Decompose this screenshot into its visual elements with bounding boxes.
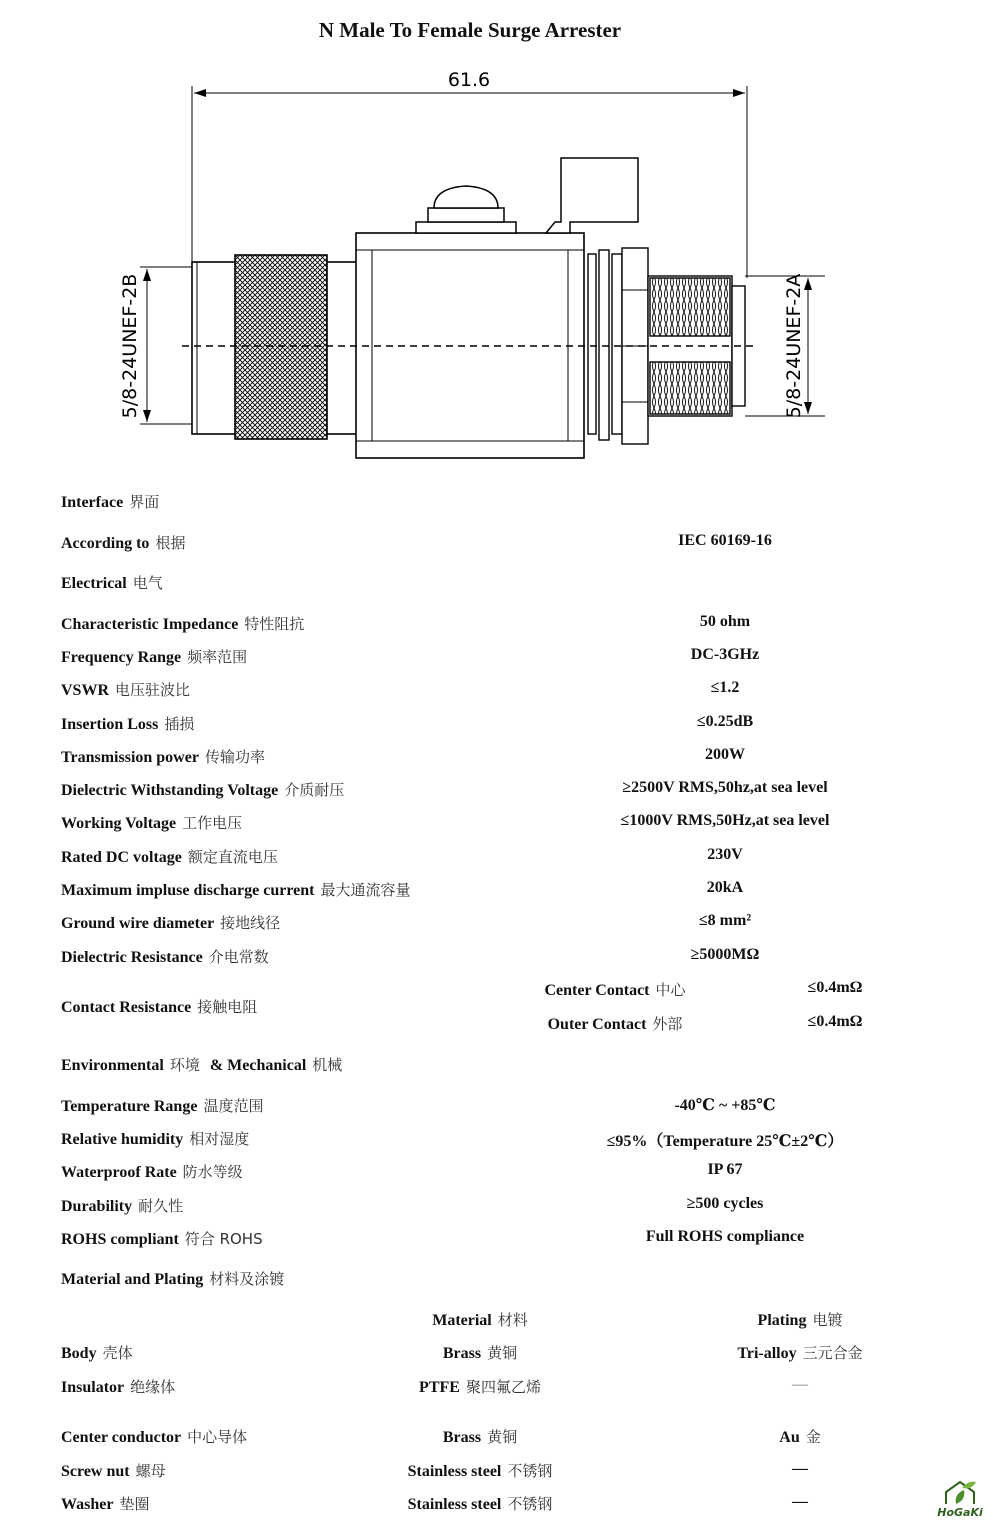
spec-label-cn: 电压驻波比 [115, 681, 191, 699]
section-environmental [0, 1054, 1000, 1084]
spec-label-cn: 特性阻抗 [244, 615, 305, 633]
section-mechanical-en: & Mechanical [209, 1057, 307, 1074]
ground-screw [416, 186, 516, 233]
material-row [0, 1460, 1000, 1490]
spec-row [0, 912, 1000, 942]
page-title: N Male To Female Surge Arrester [318, 18, 622, 42]
spec-row [0, 812, 1000, 842]
spec-label-en: Temperature Range [61, 1098, 198, 1115]
spec-value: ≤1000V RMS,50Hz,at sea level [620, 812, 830, 829]
spec-row [0, 746, 1000, 776]
spec-value: DC-3GHz [690, 646, 760, 663]
section-interface-cn: 界面 [129, 493, 160, 511]
section-environmental-en: Environmental [61, 1057, 164, 1074]
spec-value: 20kA [706, 879, 744, 896]
according-to-cn: 根据 [155, 534, 186, 552]
spec-value: 230V [707, 846, 743, 863]
spec-label-cn: 耐久性 [138, 1197, 184, 1215]
spec-label-cn: 最大通流容量 [320, 881, 411, 899]
according-to-row [0, 532, 1000, 562]
section-environmental-cn: 环境 [169, 1056, 200, 1074]
material-en: Stainless steel [407, 1463, 502, 1480]
spec-label-en: Frequency Range [61, 649, 182, 666]
material-en: Brass [442, 1429, 482, 1446]
material-cn: 不锈钢 [507, 1495, 553, 1513]
material-en: PTFE [419, 1379, 460, 1396]
outer-contact-en: Outer Contact [547, 1016, 647, 1033]
spec-value: ≥2500V RMS,50hz,at sea level [622, 779, 828, 796]
spec-label-cn: 接地线径 [220, 914, 281, 932]
spec-label-en: Insertion Loss [61, 716, 159, 733]
spec-label-en: Relative humidity [61, 1131, 184, 1148]
section-material-cn: 材料及涂镀 [209, 1270, 285, 1288]
spec-label-en: ROHS compliant [61, 1231, 179, 1248]
plating-header-en: Plating [757, 1312, 807, 1329]
part-label-en: Body [61, 1345, 97, 1362]
spec-label-en: VSWR [61, 682, 110, 699]
contact-resistance-cn: 接触电阻 [197, 998, 258, 1016]
spec-label-cn: 符合 ROHS [184, 1230, 263, 1248]
spec-row [0, 1228, 1000, 1258]
spec-row [0, 1095, 1000, 1125]
spec-label-en: Maximum impluse discharge current [61, 882, 315, 899]
part-label-cn: 壳体 [102, 1344, 133, 1362]
plating-header-cn: 电镀 [812, 1311, 843, 1329]
plating-en: Au [779, 1429, 800, 1446]
spec-label-cn: 介质耐压 [284, 781, 345, 799]
spec-row [0, 679, 1000, 709]
spec-row [0, 779, 1000, 809]
center-contact-en: Center Contact [544, 982, 650, 999]
n-male-end [192, 255, 357, 439]
connector-drawing [0, 60, 1000, 480]
section-electrical-cn: 电气 [132, 574, 163, 592]
plating-en: Tri-alloy [737, 1345, 797, 1362]
left-thread-label: 5/8-24UNEF-2B [119, 273, 141, 419]
plating-en: — [792, 1493, 808, 1510]
ground-lug [546, 158, 638, 233]
part-label-cn: 螺母 [135, 1462, 166, 1480]
spec-row [0, 713, 1000, 743]
spec-value: 200W [705, 746, 745, 763]
spec-value: ≤1.2 [710, 679, 740, 696]
right-thread-dimension [745, 274, 825, 419]
right-thread-label: 5/8-24UNEF-2A [783, 273, 805, 419]
part-label-cn: 绝缘体 [130, 1378, 176, 1396]
material-header-en: Material [432, 1312, 492, 1329]
material-row [0, 1342, 1000, 1372]
material-header-cn: 材料 [497, 1311, 528, 1329]
outer-contact-row [0, 1013, 1000, 1043]
spec-row [0, 1195, 1000, 1225]
spec-label-cn: 相对湿度 [189, 1130, 250, 1148]
spec-row [0, 613, 1000, 643]
spec-label-cn: 温度范围 [203, 1097, 264, 1115]
brand-logo [932, 1476, 988, 1522]
outer-contact-cn: 外部 [652, 1015, 683, 1033]
spec-label-cn: 额定直流电压 [187, 848, 278, 866]
material-cn: 黄铜 [487, 1428, 518, 1446]
part-label-en: Washer [61, 1496, 114, 1513]
spec-label-en: Waterproof Rate [61, 1164, 177, 1181]
section-material [0, 1268, 1000, 1298]
section-interface [0, 491, 1000, 521]
brand-logo-text: HoGaKi [937, 1506, 983, 1519]
spec-label-en: Durability [61, 1198, 133, 1215]
material-header-row [0, 1309, 1000, 1339]
spec-value: IP 67 [707, 1161, 743, 1178]
contact-resistance-en: Contact Resistance [61, 999, 192, 1016]
center-contact-value: ≤0.4mΩ [807, 979, 863, 996]
spec-row [0, 846, 1000, 876]
spec-row [0, 646, 1000, 676]
spec-label-en: Rated DC voltage [61, 849, 182, 866]
part-label-cn: 垫圈 [119, 1495, 150, 1513]
spec-row [0, 946, 1000, 976]
spec-label-cn: 工作电压 [182, 814, 243, 832]
according-to-value: IEC 60169-16 [678, 532, 772, 549]
left-thread-dimension [119, 267, 192, 424]
spec-label-en: Transmission power [61, 749, 199, 766]
spec-label-cn: 介电常数 [208, 948, 269, 966]
outer-contact-value: ≤0.4mΩ [807, 1013, 863, 1030]
center-contact-row [0, 979, 1000, 1009]
material-cn: 黄铜 [487, 1344, 518, 1362]
center-contact-cn: 中心 [655, 981, 686, 999]
material-row [0, 1426, 1000, 1456]
spec-row [0, 879, 1000, 909]
material-en: Stainless steel [407, 1496, 502, 1513]
material-row [0, 1376, 1000, 1406]
material-row [0, 1493, 1000, 1523]
spec-value: -40℃ ~ +85℃ [674, 1097, 776, 1114]
section-material-en: Material and Plating [61, 1271, 204, 1288]
spec-row [0, 1128, 1000, 1158]
spec-row [0, 1161, 1000, 1191]
section-electrical [0, 572, 1000, 602]
section-mechanical-cn: 机械 [312, 1056, 343, 1074]
spec-label-en: Ground wire diameter [61, 915, 215, 932]
plating-cn: 金 [805, 1428, 821, 1446]
spec-value: Full ROHS compliance [645, 1228, 805, 1245]
material-en: Brass [442, 1345, 482, 1362]
spec-label-cn: 防水等级 [182, 1163, 243, 1181]
part-label-en: Insulator [61, 1379, 125, 1396]
length-dimension-label: 61.6 [447, 69, 491, 91]
material-cn: 聚四氟乙烯 [465, 1378, 541, 1396]
spec-label-en: Characteristic Impedance [61, 616, 239, 633]
spec-value: ≤95%（Temperature 25℃±2℃） [606, 1133, 844, 1150]
plating-en: — [792, 1376, 808, 1393]
spec-label-en: Working Voltage [61, 815, 177, 832]
part-label-cn: 中心导体 [187, 1428, 248, 1446]
spec-label-cn: 插损 [164, 715, 195, 733]
house-leaf-icon [932, 1476, 988, 1508]
spec-label-en: Dielectric Resistance [61, 949, 203, 966]
spec-value: ≥5000MΩ [690, 946, 760, 963]
spec-label-cn: 频率范围 [187, 648, 248, 666]
section-interface-en: Interface [61, 494, 124, 511]
part-label-en: Screw nut [61, 1463, 130, 1480]
plating-cn: 三元合金 [802, 1344, 863, 1362]
spec-value: 50 ohm [699, 613, 751, 630]
part-label-en: Center conductor [61, 1429, 182, 1446]
section-electrical-en: Electrical [61, 575, 127, 592]
spec-label-cn: 传输功率 [204, 748, 265, 766]
material-cn: 不锈钢 [507, 1462, 553, 1480]
according-to-en: According to [61, 535, 150, 552]
spec-value: ≤0.25dB [696, 713, 754, 730]
spec-value: ≤8 mm² [698, 912, 752, 929]
spec-value: ≥500 cycles [686, 1195, 764, 1212]
plating-en: — [792, 1460, 808, 1477]
spec-label-en: Dielectric Withstanding Voltage [61, 782, 279, 799]
